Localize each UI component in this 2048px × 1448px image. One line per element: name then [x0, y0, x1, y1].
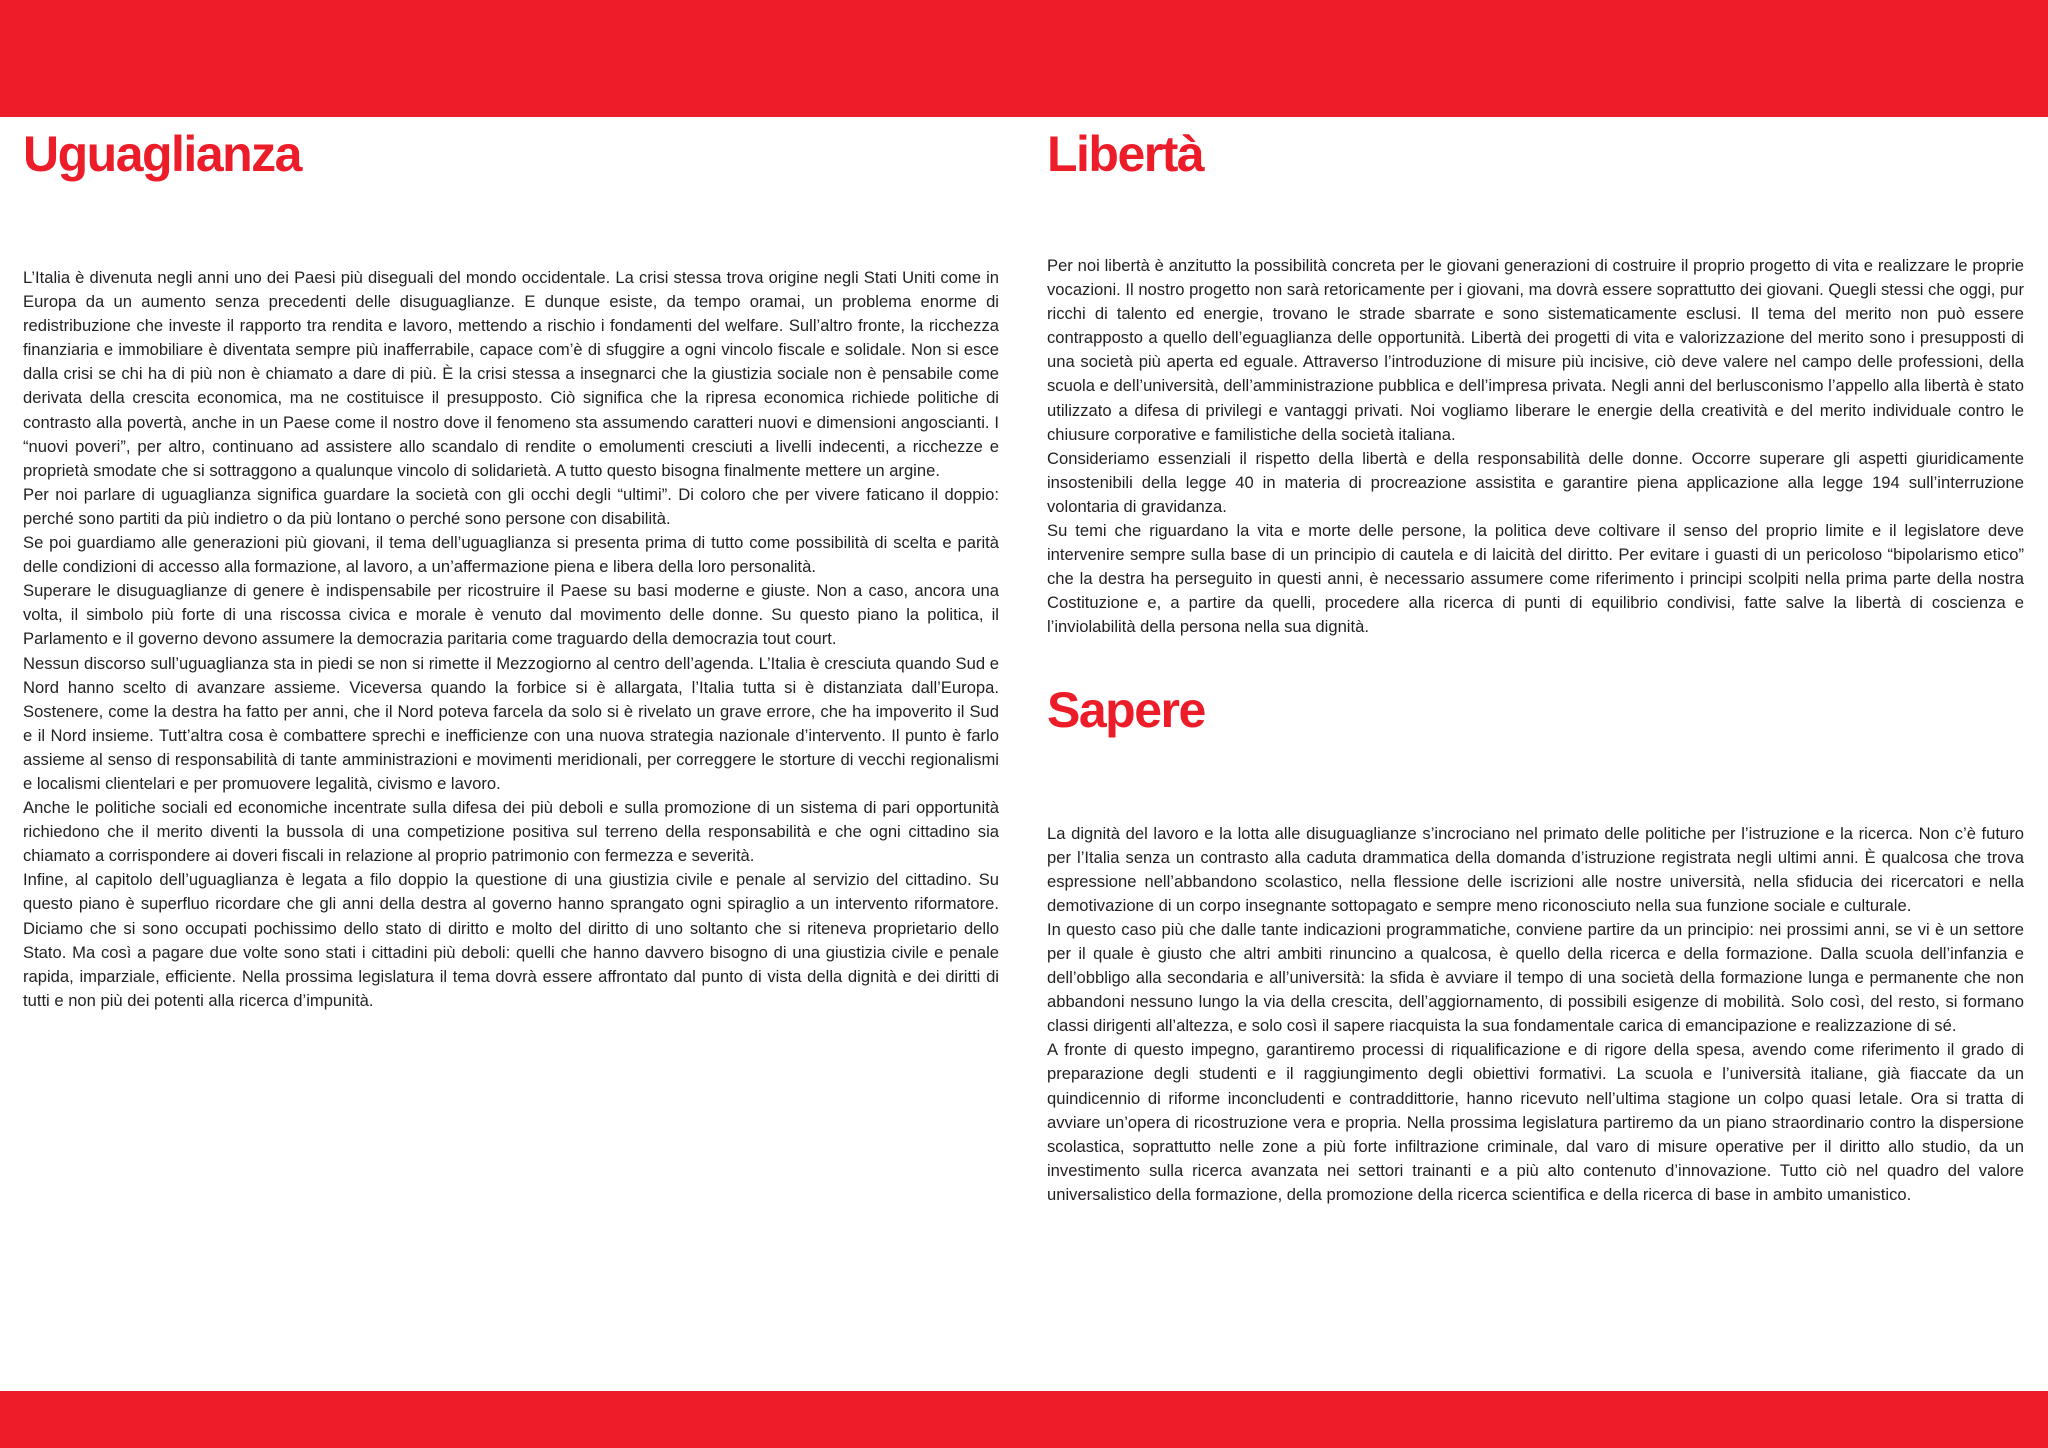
top-red-band [0, 0, 2048, 117]
section-body-uguaglianza [23, 266, 999, 1013]
paragraph: In questo caso più che dalle tante indicazioni programmatiche, conviene partire da un principio: nei prossimi anni, se vi è un settore per il quale è giusto che altri ambiti rinuncino a qualcosa, è quello della ricerca e della formazione. Dalla scuola dell’infanzia e dell’obbligo alla secondaria e all’università: la sfida è avviare il tempo di una società della formazione lunga e permanente che non abbandoni nessuno lungo la via della crescita, dell’aggiornamento, di possibili esigenze di mobilità. Solo così, del resto, si formano classi dirigenti all’altezza, e solo così il sapere riacquista la sua fondamentale carica di emancipazione e realizzazione di sé. [1047, 919, 2024, 1036]
right-column [1047, 122, 2024, 1207]
section-body-sapere [1047, 822, 2024, 1208]
left-column [23, 122, 999, 1013]
paragraph: Se poi guardiamo alle generazioni più giovani, il tema dell’uguaglianza si presenta prima di tutto come possibilità di scelta e parità delle condizioni di accesso alla formazione, al lavoro, a un’affermazione piena e libera della loro personalità. [23, 533, 999, 577]
paragraph: Per noi parlare di uguaglianza significa guardare la società con gli occhi degli “ultimi”. Di coloro che per vivere faticano il doppio: perché sono partiti da più indietro o da più lontano o perché sono persone con disabilità. [23, 484, 999, 528]
section-body-liberta [1047, 254, 2024, 640]
bottom-red-band [0, 1391, 2048, 1448]
paragraph: Per noi libertà è anzitutto la possibilità concreta per le giovani generazioni di costruire il proprio progetto di vita e realizzare le proprie vocazioni. Il nostro progetto non sarà retoricamente per i giovani, ma dovrà essere soprattutto dei giovani. Quegli stessi che oggi, pur ricchi di talento ed energie, trovano le strade sbarrate e sono sistematicamente esclusi. Il tema del merito non può essere contrapposto a quello dell’eguaglianza delle opportunità. Libertà dei progetti di vita e valorizzazione del merito sono i presupposti di una società più aperta ed eguale. Attraverso l’introduzione di misure più incisive, ciò deve valere nel campo delle professioni, della scuola e dell’università, dell’amministrazione pubblica e dell’impresa privata. Negli anni del berlusconismo l’appello alla libertà è stato utilizzato a difesa di privilegi e vantaggi privati. Noi vogliamo liberare le energie della creatività e del merito individuale contro le chiusure corporative e familistiche della società italiana. [1047, 256, 2024, 444]
paragraph: Su temi che riguardano la vita e morte delle persone, la politica deve coltivare il senso del proprio limite e il legislatore deve intervenire sempre sulla base di un principio di cautela e di laicità del diritto. Per evitare i guasti di un pericoloso “bipolarismo etico” che la destra ha perseguito in questi anni, è necessario assumere come riferimento i principi scolpiti nella prima parte della nostra Costituzione e, a partire da quelli, procedere alla ricerca di punti di equilibrio condivisi, fatte salve la libertà di coscienza e l’inviolabilità della persona nella sua dignità. [1047, 521, 2024, 637]
paragraph: La dignità del lavoro e la lotta alle disuguaglianze s’incrociano nel primato delle politiche per l’istruzione e la ricerca. Non c’è futuro per l’Italia senza un contrasto alla caduta drammatica della domanda d’istruzione registrata negli ultimi anni. È qualcosa che trova espressione nell’abbandono scolastico, nella flessione delle iscrizioni alle nostre università, nella sfiducia dei ricercatori e nella demotivazione di un corpo insegnante sottopagato e sempre meno riconosciuto nella sua funzione sociale e culturale. [1047, 823, 2024, 915]
paragraph: A fronte di questo impegno, garantiremo processi di riqualificazione e di rigore della spesa, avendo come riferimento il grado di preparazione degli studenti e il raggiungimento degli obiettivi formativi. La scuola e l’università italiane, già fiaccate da un quindicennio di riforme inconcludenti e contraddittorie, hanno ricevuto nell’ultima stagione un colpo quasi letale. Ora si tratta di avviare un’opera di ricostruzione vera e propria. Nella prossima legislatura partiremo da un piano straordinario contro la dispersione scolastica, soprattutto nelle zone a più forte infiltrazione criminale, dal varo di misure operative per il diritto allo studio, da un investimento sulla ricerca avanzata nei settori trainanti e a più alto contenuto d’innovazione. Tutto ciò nel quadro del valore universalistico della formazione, della promozione della ricerca scientifica e della ricerca di base in ambito umanistico. [1047, 1040, 2024, 1204]
section-title-sapere: Sapere [1047, 681, 1205, 738]
paragraph: Infine, al capitolo dell’uguaglianza è legata a filo doppio la questione di una giustizia civile e penale al servizio del cittadino. Su questo piano è superfluo ricordare che gli anni della destra al governo hanno sprangato ogni spiraglio a un intervento riformatore. Diciamo che si sono occupati pochissimo dello stato di diritto e molto del diritto di uno soltanto che si riteneva proprietario dello Stato. Ma così a pagare due volte sono stati i cittadini più deboli: quelli che hanno davvero bisogno di una giustizia civile e penale rapida, imparziale, efficiente. Nella prossima legislatura il tema dovrà essere affrontato dal punto di vista della dignità e dei diritti di tutti e non più dei potenti alla ricerca d’impunità. [23, 870, 999, 1010]
section-title-liberta: Libertà [1047, 126, 1204, 182]
paragraph: Superare le disuguaglianze di genere è indispensabile per ricostruire il Paese su basi moderne e giuste. Non a caso, ancora una volta, il simbolo più forte di una riscossa civica e morale è venuto dal movimento delle donne. Su questo piano la politica, il Parlamento e il governo devono assumere la democrazia paritaria come traguardo della democrazia tout court. [23, 581, 999, 649]
paragraph: Anche le politiche sociali ed economiche incentrate sulla difesa dei più deboli e sulla promozione di un sistema di pari opportunità richiedono che il merito diventi la bussola di una competizione positiva sul terreno della responsabilità e che ogni cittadino sia chiamato a corrispondere ai doveri fiscali in relazione al proprio patrimonio con fermezza e severità. [23, 798, 999, 866]
paragraph: Consideriamo essenziali il rispetto della libertà e della responsabilità delle donne. Occorre superare gli aspetti giuridicamente insostenibili della legge 40 in materia di procreazione assistita e garantire piena applicazione alla legge 194 sull’interruzione volontaria di gravidanza. [1047, 448, 2024, 516]
paragraph: Nessun discorso sull’uguaglianza sta in piedi se non si rimette il Mezzogiorno al centro dell’agenda. L’Italia è cresciuta quando Sud e Nord hanno scelto di avanzare assieme. Viceversa quando la forbice si è allargata, l’Italia tutta si è distanziata dall’Europa. Sostenere, come la destra ha fatto per anni, che il Nord poteva farcela da solo si è rivelato un grave errore, che ha impoverito il Sud e il Nord insieme. Tutt’altra cosa è combattere sprechi e inefficienze con una nuova strategia nazionale d’intervento. Il punto è farlo assieme al senso di responsabilità di tante amministrazioni e movimenti meridionali, per correggere le storture di vecchi regionalismi e localismi clientelari e per promuovere legalità, civismo e lavoro. [23, 653, 999, 793]
paragraph: L’Italia è divenuta negli anni uno dei Paesi più diseguali del mondo occidentale. La crisi stessa trova origine negli Stati Uniti come in Europa da un aumento senza precedenti delle disuguaglianze. E dunque esiste, da tempo oramai, un problema enorme di redistribuzione che investe il rapporto tra rendita e lavoro, mettendo a rischio i fondamenti del welfare. Sull’altro fronte, la ricchezza finanziaria e immobiliare è diventata sempre più inafferrabile, capace com’è di sfuggire a ogni vincolo fiscale e solidale. Non si esce dalla crisi se chi ha di più non è chiamato a dare di più. È la crisi stessa a insegnarci che la giustizia sociale non è pensabile come derivata della crescita economica, ma ne costituisce il presupposto. Ciò significa che la ripresa economica richiede politiche di contrasto alla povertà, anche in un Paese come il nostro dove il fenomeno sta assumendo caratteri nuovi e dimensioni angoscianti. I “nuovi poveri”, per altro, continuano ad assistere allo scandalo di rendite o emolumenti cresciuti a livelli indecenti, a ricchezze e proprietà smodate che si sottraggono a qualunque vincolo di solidarietà. A tutto questo bisogna finalmente mettere un argine. [23, 268, 999, 480]
section-title-uguaglianza: Uguaglianza [23, 126, 301, 182]
